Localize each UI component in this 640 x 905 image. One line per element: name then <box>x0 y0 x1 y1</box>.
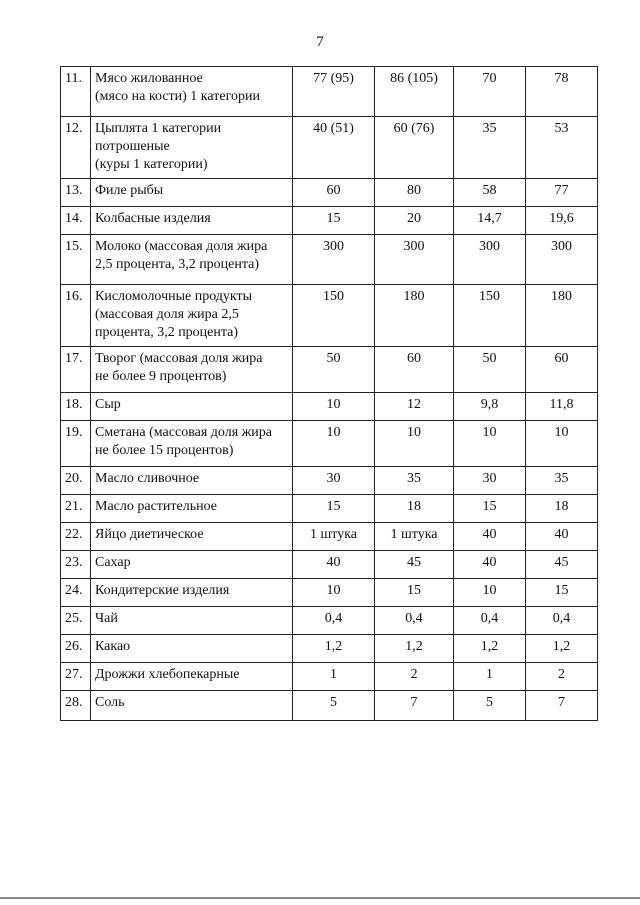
norm-value-col-3: 10 <box>454 421 526 467</box>
page-number: 7 <box>316 34 324 50</box>
product-name-cell <box>91 523 293 551</box>
norm-value-col-4: 45 <box>526 551 598 579</box>
product-name-cell <box>91 347 293 393</box>
norm-value-col-3: 300 <box>454 235 526 285</box>
row-number: 15. <box>61 235 91 285</box>
norm-value-col-1: 15 <box>293 207 375 235</box>
product-name-line: Яйцо диетическое <box>95 527 204 542</box>
norm-value-col-1: 30 <box>293 467 375 495</box>
row-number: 19. <box>61 421 91 467</box>
norm-value-col-1: 5 <box>293 691 375 721</box>
norm-value-col-2: 35 <box>375 467 454 495</box>
table-row <box>61 691 598 721</box>
norm-value-col-2: 300 <box>375 235 454 285</box>
norm-value-col-4: 77 <box>526 179 598 207</box>
product-name-line: Филе рыбы <box>95 183 164 198</box>
norm-value-col-3: 1 <box>454 663 526 691</box>
row-number: 28. <box>61 691 91 721</box>
product-name-line: Кондитерские изделия <box>95 583 230 598</box>
norm-value-col-1: 40 <box>293 551 375 579</box>
norm-value-col-2: 0,4 <box>375 607 454 635</box>
norm-value-col-2: 18 <box>375 495 454 523</box>
norm-value-col-1: 40 (51) <box>293 117 375 179</box>
product-name-line: Сметана (массовая доля жира <box>95 425 273 440</box>
product-name-cell <box>91 495 293 523</box>
norm-value-col-1: 50 <box>293 347 375 393</box>
norm-value-col-2: 180 <box>375 285 454 347</box>
row-number: 14. <box>61 207 91 235</box>
table-row <box>61 607 598 635</box>
norm-value-col-4: 180 <box>526 285 598 347</box>
table-row <box>61 523 598 551</box>
norm-value-col-3: 50 <box>454 347 526 393</box>
norm-value-col-1: 60 <box>293 179 375 207</box>
table-row <box>61 663 598 691</box>
norm-value-col-3: 30 <box>454 467 526 495</box>
row-number: 23. <box>61 551 91 579</box>
norm-value-col-1: 77 (95) <box>293 67 375 117</box>
norm-value-col-3: 15 <box>454 495 526 523</box>
norm-value-col-2: 10 <box>375 421 454 467</box>
row-number: 17. <box>61 347 91 393</box>
product-name-line: (массовая доля жира 2,5 <box>95 307 239 322</box>
norm-value-col-4: 40 <box>526 523 598 551</box>
product-name-cell <box>91 67 293 117</box>
norm-value-col-4: 0,4 <box>526 607 598 635</box>
product-name-line: Сахар <box>95 555 131 570</box>
product-name-line: Сыр <box>95 397 121 412</box>
table-row <box>61 635 598 663</box>
norm-value-col-2: 15 <box>375 579 454 607</box>
product-name-line: не более 15 процентов) <box>95 443 234 458</box>
row-number: 11. <box>61 67 91 117</box>
row-number: 18. <box>61 393 91 421</box>
table-body <box>61 67 598 721</box>
norm-value-col-4: 15 <box>526 579 598 607</box>
product-name-cell <box>91 551 293 579</box>
row-number: 26. <box>61 635 91 663</box>
norm-value-col-1: 10 <box>293 421 375 467</box>
row-number: 27. <box>61 663 91 691</box>
row-number: 24. <box>61 579 91 607</box>
norm-value-col-1: 0,4 <box>293 607 375 635</box>
row-number: 16. <box>61 285 91 347</box>
norm-value-col-4: 19,6 <box>526 207 598 235</box>
norm-value-col-1: 1 штука <box>293 523 375 551</box>
norm-value-col-3: 5 <box>454 691 526 721</box>
product-name-cell <box>91 467 293 495</box>
product-name-cell <box>91 207 293 235</box>
product-name-line: Масло сливочное <box>95 471 200 486</box>
product-name-cell <box>91 691 293 721</box>
norm-value-col-3: 10 <box>454 579 526 607</box>
norm-value-col-2: 1,2 <box>375 635 454 663</box>
norm-value-col-1: 150 <box>293 285 375 347</box>
norm-value-col-3: 150 <box>454 285 526 347</box>
table-row <box>61 235 598 285</box>
table-row <box>61 179 598 207</box>
norm-value-col-3: 70 <box>454 67 526 117</box>
norm-value-col-1: 10 <box>293 393 375 421</box>
norm-value-col-1: 1 <box>293 663 375 691</box>
row-number: 12. <box>61 117 91 179</box>
norm-value-col-2: 86 (105) <box>375 67 454 117</box>
norm-value-col-2: 20 <box>375 207 454 235</box>
product-name-line: Мясо жилованное <box>95 71 203 86</box>
table-row <box>61 67 598 117</box>
table-row <box>61 467 598 495</box>
page-bottom-edge <box>0 897 640 899</box>
norm-value-col-4: 53 <box>526 117 598 179</box>
norm-value-col-2: 80 <box>375 179 454 207</box>
norm-value-col-2: 60 <box>375 347 454 393</box>
norm-value-col-2: 45 <box>375 551 454 579</box>
norm-value-col-3: 9,8 <box>454 393 526 421</box>
table-row <box>61 207 598 235</box>
row-number: 25. <box>61 607 91 635</box>
product-name-line: Масло растительное <box>95 499 217 514</box>
product-name-cell <box>91 285 293 347</box>
table-row <box>61 551 598 579</box>
product-name-cell <box>91 179 293 207</box>
norm-value-col-3: 58 <box>454 179 526 207</box>
norm-value-col-2: 60 (76) <box>375 117 454 179</box>
table-row <box>61 421 598 467</box>
norm-value-col-1: 15 <box>293 495 375 523</box>
product-name-line: (мясо на кости) 1 категории <box>95 89 260 104</box>
norm-value-col-2: 12 <box>375 393 454 421</box>
product-name-cell <box>91 663 293 691</box>
product-name-line: Молоко (массовая доля жира <box>95 239 268 254</box>
row-number: 13. <box>61 179 91 207</box>
product-name-line: не более 9 процентов) <box>95 369 227 384</box>
product-name-line: Кисломолочные продукты <box>95 289 253 304</box>
product-name-line: Колбасные изделия <box>95 211 211 226</box>
product-name-cell <box>91 579 293 607</box>
norm-value-col-3: 0,4 <box>454 607 526 635</box>
norm-value-col-2: 7 <box>375 691 454 721</box>
product-name-cell <box>91 117 293 179</box>
row-number: 20. <box>61 467 91 495</box>
product-name-cell <box>91 635 293 663</box>
product-name-line: Творог (массовая доля жира <box>95 351 263 366</box>
product-name-line: процента, 3,2 процента) <box>95 325 239 340</box>
norm-value-col-1: 1,2 <box>293 635 375 663</box>
table-row <box>61 495 598 523</box>
norm-value-col-2: 1 штука <box>375 523 454 551</box>
product-name-cell <box>91 393 293 421</box>
product-name-line: Чай <box>95 611 118 626</box>
norm-value-col-1: 10 <box>293 579 375 607</box>
table-row <box>61 117 598 179</box>
norm-value-col-3: 40 <box>454 523 526 551</box>
food-norms-table <box>60 66 598 721</box>
product-name-line: Какао <box>95 639 131 654</box>
table-row <box>61 393 598 421</box>
norm-value-col-2: 2 <box>375 663 454 691</box>
row-number: 21. <box>61 495 91 523</box>
product-name-cell <box>91 421 293 467</box>
norm-value-col-3: 35 <box>454 117 526 179</box>
product-name-line: потрошеные <box>95 139 170 154</box>
norm-value-col-4: 78 <box>526 67 598 117</box>
product-name-line: Соль <box>95 695 125 710</box>
norm-value-col-3: 14,7 <box>454 207 526 235</box>
norm-value-col-4: 300 <box>526 235 598 285</box>
norm-value-col-4: 1,2 <box>526 635 598 663</box>
product-name-line: (куры 1 категории) <box>95 157 208 172</box>
table-row <box>61 285 598 347</box>
norm-value-col-3: 40 <box>454 551 526 579</box>
product-name-line: Цыплята 1 категории <box>95 121 222 136</box>
product-name-line: Дрожжи хлебопекарные <box>95 667 240 682</box>
norm-value-col-4: 10 <box>526 421 598 467</box>
product-name-cell <box>91 607 293 635</box>
product-name-line: 2,5 процента, 3,2 процента) <box>95 257 260 272</box>
norm-value-col-4: 2 <box>526 663 598 691</box>
row-number: 22. <box>61 523 91 551</box>
norm-value-col-4: 7 <box>526 691 598 721</box>
table-row <box>61 579 598 607</box>
norm-value-col-4: 35 <box>526 467 598 495</box>
table-row <box>61 347 598 393</box>
norm-value-col-4: 60 <box>526 347 598 393</box>
norm-value-col-4: 18 <box>526 495 598 523</box>
norm-value-col-3: 1,2 <box>454 635 526 663</box>
norm-value-col-1: 300 <box>293 235 375 285</box>
product-name-cell <box>91 235 293 285</box>
norm-value-col-4: 11,8 <box>526 393 598 421</box>
